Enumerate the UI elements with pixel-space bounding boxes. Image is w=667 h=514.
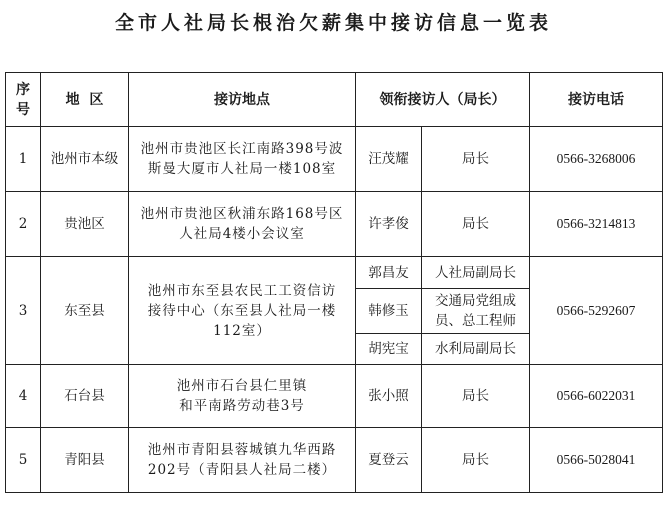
location-line: 池州市贵池区长江南路398号波 [140,141,344,157]
cell-name: 许孝俊 [356,192,422,257]
cell-title: 局长 [422,127,530,192]
header-receiver: 领衔接访人（局长） [356,73,530,127]
cell-title: 局长 [422,192,530,257]
table-row [6,192,663,257]
cell-no: 2 [6,192,41,257]
location-line: 池州市东至县农民工工资信访 [147,282,337,299]
table-row [6,428,663,493]
location-line: 202号（青阳县人社局二楼） [147,462,337,478]
header-no: 序号 [6,73,41,127]
table-row [6,365,663,428]
location-line: 池州市青阳县蓉城镇九华西路 [147,442,337,458]
header-region: 地 区 [41,73,129,127]
cell-name: 胡宪宝 [356,334,422,365]
cell-name: 夏登云 [356,428,422,493]
cell-no: 4 [6,365,41,428]
cell-name: 汪茂耀 [356,127,422,192]
cell-name: 韩修玉 [356,289,422,334]
header-phone: 接访电话 [530,73,663,127]
cell-location [129,127,356,192]
cell-phone: 0566-3214813 [530,192,663,257]
cell-phone: 0566-6022031 [530,365,663,428]
cell-no: 1 [6,127,41,192]
cell-region: 石台县 [41,365,129,428]
location-line: 斯曼大厦市人社局一楼108室 [147,161,337,177]
cell-name: 郭昌友 [356,257,422,289]
cell-location [129,192,356,257]
cell-location [129,365,356,428]
location-line: 池州市贵池区秋浦东路168号区 [140,206,344,222]
header-row [6,73,663,127]
cell-no: 3 [6,257,41,365]
title-line: 交通局党组成 [435,293,516,309]
cell-phone: 0566-5028041 [530,428,663,493]
cell-title: 人社局副局长 [422,257,530,289]
cell-title: 局长 [422,428,530,493]
cell-region: 贵池区 [41,192,129,257]
cell-title: 局长 [422,365,530,428]
location-line: 112室） [213,322,271,339]
table-row [6,127,663,192]
cell-title: 水利局副局长 [422,334,530,365]
cell-name: 张小照 [356,365,422,428]
location-line: 池州市石台县仁里镇 [176,378,308,394]
cell-location [129,257,356,365]
cell-region: 池州市本级 [41,127,129,192]
info-table [5,72,663,493]
cell-no: 5 [6,428,41,493]
location-line: 接待中心（东至县人社局一楼 [147,302,337,319]
table-row [6,257,663,289]
cell-region: 青阳县 [41,428,129,493]
title-line: 员、总工程师 [435,313,516,329]
cell-phone: 0566-5292607 [530,257,663,365]
cell-region: 东至县 [41,257,129,365]
location-line: 和平南路劳动巷3号 [179,398,305,414]
cell-title [422,289,530,334]
location-line: 人社局4楼小会议室 [179,226,305,242]
cell-phone: 0566-3268006 [530,127,663,192]
header-location: 接访地点 [129,73,356,127]
cell-location [129,428,356,493]
page-title: 全市人社局长根治欠薪集中接访信息一览表 [114,12,552,34]
